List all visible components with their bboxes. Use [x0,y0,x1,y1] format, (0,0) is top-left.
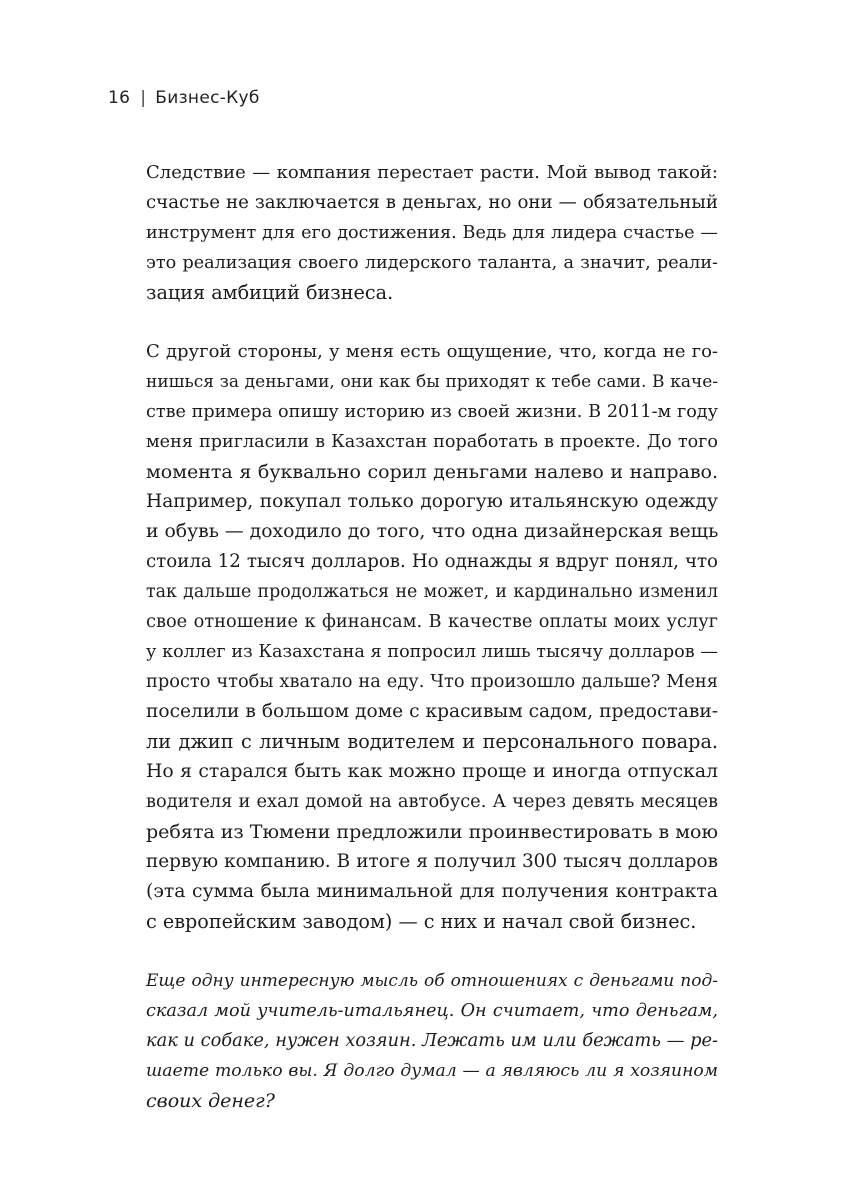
text-line: инструмент для его достижения. Ведь для лидера счастье — [146,223,718,243]
text-line: сказал мой учитель-итальянец. Он считает, что деньгам, [146,1001,718,1021]
text-line: как и собаке, нужен хозяин. Лежать им или бежать — ре- [146,1030,718,1051]
text-line: Еще одну интересную мысль об отношениях с деньгами под- [146,971,718,991]
text-line: свое отношение к финансам. В качестве оплаты моих услуг [146,611,718,632]
header-separator: | [140,88,147,108]
text-line: меня пригласили в Казахстан поработать в проекте. До того [146,432,718,452]
text-line: водителя и ехал домой на автобусе. А через девять месяцев [146,791,718,812]
text-line: своих денег? [146,1090,275,1112]
text-line: поселили в большом доме с красивым садом, предостави- [146,701,718,722]
paragraph-gap [146,937,718,966]
paragraph [146,158,718,308]
page-number: 16 [108,88,131,108]
text-line: так дальше продолжаться не может, и кардинально изменил [146,582,718,602]
text-line: первую компанию. В итоге я получил 300 тысяч долларов [146,851,718,872]
paragraph [146,337,718,937]
text-line: и обувь — доходило до того, что одна дизайнерская вещь [146,521,719,542]
text-line: с европейским заводом) — с них и начал свой бизнес. [146,910,697,933]
text-line: Следствие — компания перестает расти. Мой вывод такой: [146,162,718,183]
text-line: просто чтобы хватало на еду. Что произошло дальше? Меня [146,671,718,692]
text-line: стоила 12 тысяч долларов. Но однажды я вдруг понял, что [146,551,718,572]
body-text [146,158,718,1116]
text-line: нишься за деньгами, они как бы приходят к тебе сами. В каче- [146,372,718,392]
text-line: Например, покупал только дорогую итальянскую одежду [146,491,718,512]
text-line: С другой стороны, у меня есть ощущение, что, когда не го- [146,341,718,362]
text-line: стве примера опишу историю из своей жизни. В 2011-м году [146,402,718,422]
italic-paragraph [146,966,718,1116]
text-line: зация амбиций бизнеса. [146,281,394,304]
text-line: ли джип с личным водителем и персонального повара. [146,730,718,753]
text-line: счастье не заключается в деньгах, но они — обязательный [146,192,718,213]
text-line: момента я буквально сорил деньгами налево и направо. [146,461,718,483]
text-line: Но я старался быть как можно проще и иногда отпускал [146,761,718,782]
running-header [108,88,260,108]
text-line: у коллег из Казахстана я попросил лишь тысячу долларов — [146,642,718,662]
text-line: это реализация своего лидерского таланта, а значит, реали- [146,253,718,273]
text-line: (эта сумма была минимальной для получения контракта [146,881,718,902]
text-line: шаете только вы. Я долго думал — а являюсь ли я хозяином [146,1061,718,1081]
book-title: Бизнес-Куб [155,88,260,108]
text-line: ребята из Тюмени предложили проинвестировать в мою [146,821,718,843]
paragraph-gap [146,308,718,337]
